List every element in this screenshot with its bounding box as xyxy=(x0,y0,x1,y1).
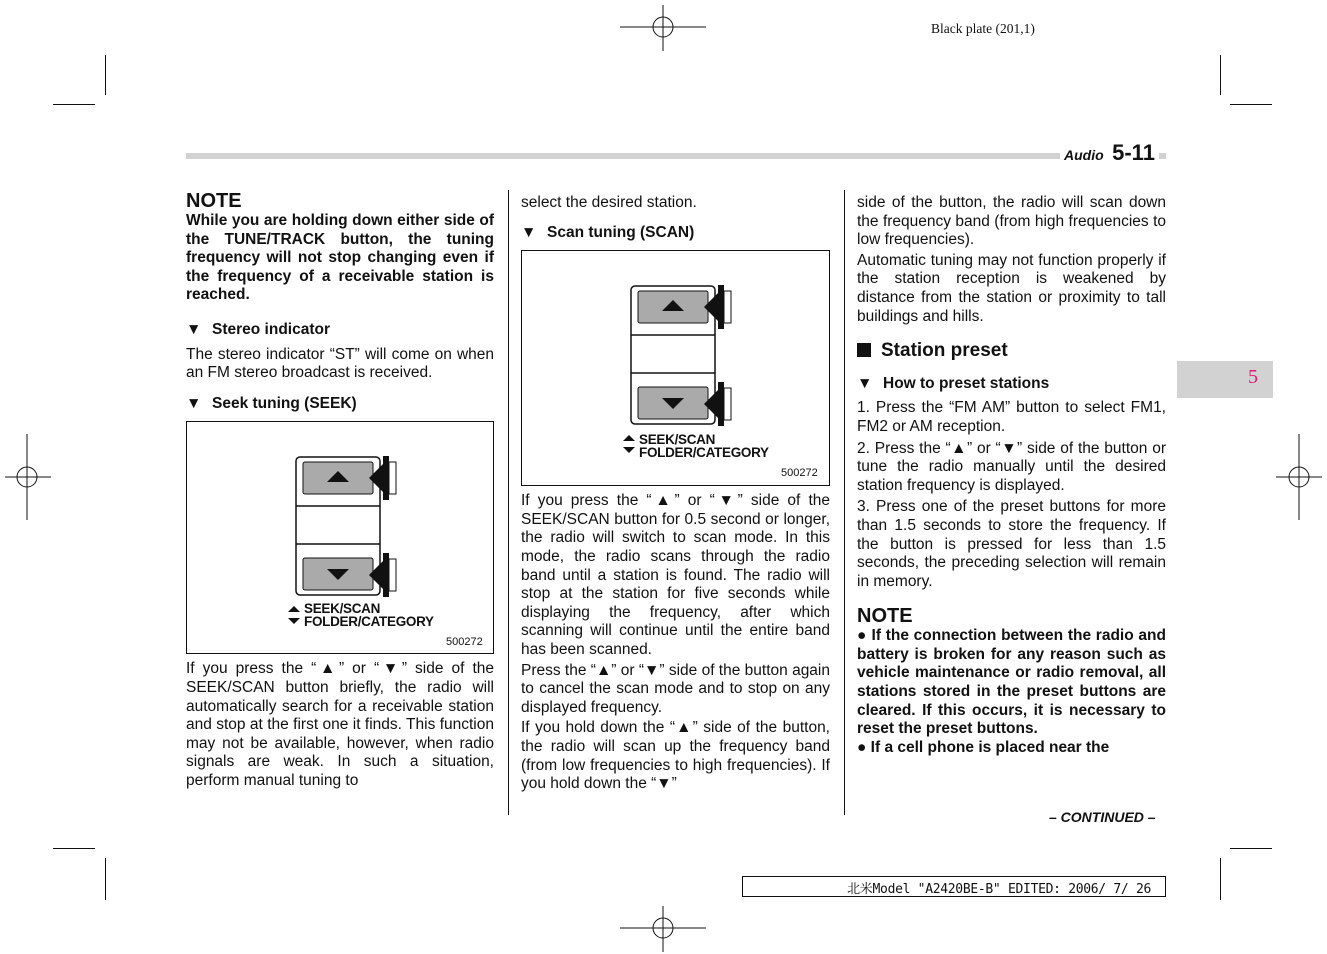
figure-labels: SEEK/SCAN FOLDER/CATEGORY xyxy=(639,432,769,461)
note-item-2: ● If a cell phone is placed near the xyxy=(857,738,1110,756)
seek-figure xyxy=(186,421,494,654)
preset-step-1: 1. Press the “FM AM” button to select FM1, FM2 or AM reception. xyxy=(857,399,1166,435)
preset-step-3: 3. Press one of the preset buttons for more than 1.5 seconds to store the frequency. If the button is pressed for less than 1.5 seconds, the preceding selection will remain in memory. xyxy=(857,498,1166,590)
preset-heading: ▼ How to preset stations xyxy=(857,374,1050,392)
figure-code: 500272 xyxy=(781,467,818,480)
section-name: Audio xyxy=(1064,147,1104,163)
auto-tuning-note: Automatic tuning may not function properly if the station reception is weakened by distance from the station or proximity to tall buildings and hills. xyxy=(857,251,1166,325)
crop-mark xyxy=(1230,848,1272,849)
column-1 xyxy=(186,190,494,791)
column-2 xyxy=(521,194,830,794)
figure-code: 500272 xyxy=(446,636,483,649)
column-divider xyxy=(844,190,845,815)
scan-figure xyxy=(521,250,830,486)
note-item-1: ● If the connection between the radio and battery is broken for any reason such as vehicle maintenance or radio removal, all stations stored in the preset buttons are cleared. If this occurs, it is necessary to reset the preset buttons. xyxy=(857,627,1166,738)
running-header xyxy=(1060,140,1159,166)
plate-label: Black plate (201,1) xyxy=(931,21,1035,36)
crop-mark xyxy=(1230,104,1272,105)
seek-text: If you press the “▲” or “▼” side of the SEEK/SCAN button briefly, the radio will automatically search for a receivable station and stop at the first one it finds. This function may not be available, however, when radio signals are weak. In such a situation, perform manual tuning to xyxy=(186,660,494,789)
note-text: While you are holding down either side of the TUNE/TRACK button, the tuning frequency will not stop changing even if the frequency of a receivable station is reached. xyxy=(186,212,494,304)
registration-mark xyxy=(620,906,706,952)
chapter-tab: 5 xyxy=(1177,361,1273,398)
continued-label: – CONTINUED – xyxy=(1049,809,1156,825)
crop-mark xyxy=(53,104,95,105)
figure-labels: SEEK/SCAN FOLDER/CATEGORY xyxy=(304,601,434,630)
stereo-heading: ▼ Stereo indicator xyxy=(186,320,330,338)
crop-mark xyxy=(105,858,106,900)
header-rule xyxy=(186,153,1166,159)
registration-mark xyxy=(5,434,51,520)
scan-text-3: If you hold down the “▲” side of the button, the radio will scan up the frequency band (from low frequencies to high frequencies). If you hold down the “▼” xyxy=(521,719,830,793)
note-title: NOTE xyxy=(857,605,913,628)
scan-text-1: If you press the “▲” or “▼” side of the SEEK/SCAN button for 0.5 second or longer, the radio will switch to scan mode. In this mode, the radio scans through the radio band until a station is found. The radio will stop at the station for five seconds while displaying the frequency, after which scanning will continue until the entire band has been scanned. xyxy=(521,492,830,658)
scan-text-2: Press the “▲” or “▼” side of the button again to cancel the scan mode and to stop on any displayed frequency. xyxy=(521,661,830,716)
scan-text-cont: side of the button, the radio will scan down the frequency band (from high frequencies to low frequencies). xyxy=(857,194,1166,249)
crop-mark xyxy=(1220,858,1221,900)
footer-edit-info: 北米Model "A2420BE-B" EDITED: 2006/ 7/ 26 xyxy=(742,876,1166,897)
column-divider xyxy=(508,190,509,815)
scan-heading: ▼ Scan tuning (SCAN) xyxy=(521,223,695,241)
station-preset-heading: Station preset xyxy=(857,342,1166,361)
registration-mark xyxy=(1276,434,1322,520)
note-title: NOTE xyxy=(186,190,242,212)
registration-mark xyxy=(620,5,706,51)
crop-mark xyxy=(105,55,106,95)
preset-step-2: 2. Press the “▲” or “▼” side of the button or tune the radio manually until the desired station frequency is displayed. xyxy=(857,439,1166,494)
column-3 xyxy=(857,194,1166,757)
continued-text: select the desired station. xyxy=(521,194,697,211)
stereo-text: The stereo indicator “ST” will come on when an FM stereo broadcast is received. xyxy=(186,345,494,382)
crop-mark xyxy=(53,848,95,849)
page-number: 5-11 xyxy=(1112,140,1155,165)
seek-heading: ▼ Seek tuning (SEEK) xyxy=(186,394,357,412)
crop-mark xyxy=(1220,55,1221,95)
